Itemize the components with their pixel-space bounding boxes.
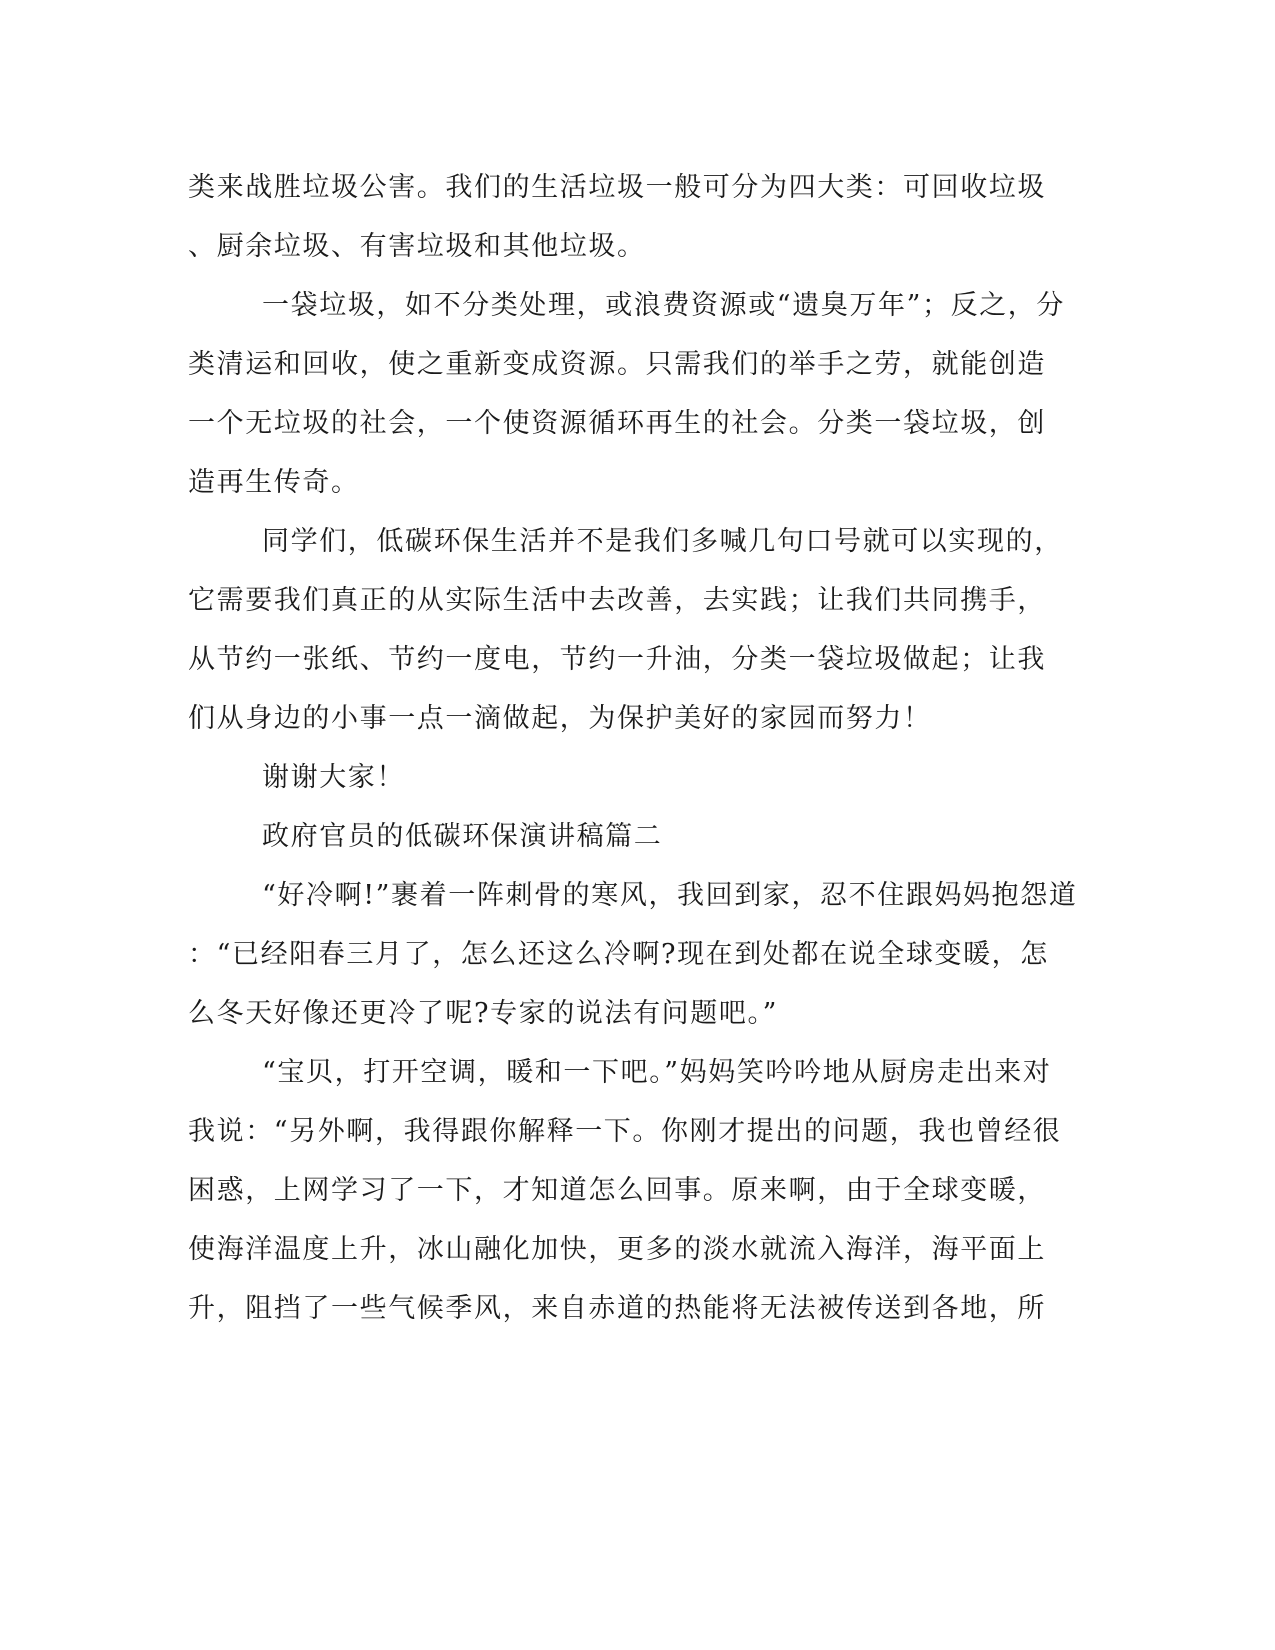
text-line-8: 它需要我们真正的从实际生活中去改善，去实践；让我们共同携手， xyxy=(188,585,1046,616)
section-title: 政府官员的低碳环保演讲稿篇二 xyxy=(262,821,663,852)
text-line-10: 们从身边的小事一点一滴做起，为保护美好的家园而努力！ xyxy=(188,703,932,734)
text-line-11: 谢谢大家！ xyxy=(262,762,405,793)
text-line-20: 升，阻挡了一些气候季风，来自赤道的热能将无法被传送到各地，所 xyxy=(188,1293,1046,1324)
text-line-4: 类清运和回收，使之重新变成资源。只需我们的举手之劳，就能创造 xyxy=(188,349,1046,380)
text-line-6: 造再生传奇。 xyxy=(188,467,360,498)
text-line-5: 一个无垃圾的社会，一个使资源循环再生的社会。分类一袋垃圾，创 xyxy=(188,408,1046,439)
text-line-9: 从节约一张纸、节约一度电，节约一升油，分类一袋垃圾做起；让我 xyxy=(188,644,1046,675)
text-line-2: 、厨余垃圾、有害垃圾和其他垃圾。 xyxy=(188,231,646,262)
text-line-19: 使海洋温度上升，冰山融化加快，更多的淡水就流入海洋，海平面上 xyxy=(188,1234,1046,1265)
text-line-18: 困惑，上网学习了一下，才知道怎么回事。原来啊，由于全球变暖， xyxy=(188,1175,1046,1206)
text-line-13: “好冷啊!”裹着一阵刺骨的寒风，我回到家，忍不住跟妈妈抱怨道 xyxy=(262,880,1078,911)
text-line-1: 类来战胜垃圾公害。我们的生活垃圾一般可分为四大类：可回收垃圾 xyxy=(188,172,1046,203)
text-line-16: “宝贝，打开空调，暖和一下吧。”妈妈笑吟吟地从厨房走出来对 xyxy=(262,1057,1052,1088)
text-line-3: 一袋垃圾，如不分类处理，或浪费资源或“遗臭万年”；反之，分 xyxy=(262,290,1066,321)
text-line-14: ：“已经阳春三月了，怎么还这么冷啊?现在到处都在说全球变暖，怎 xyxy=(188,939,1049,970)
text-line-7: 同学们，低碳环保生活并不是我们多喊几句口号就可以实现的， xyxy=(262,526,1063,557)
text-line-17: 我说：“另外啊，我得跟你解释一下。你刚才提出的问题，我也曾经很 xyxy=(188,1116,1062,1147)
text-line-15: 么冬天好像还更冷了呢?专家的说法有问题吧。” xyxy=(188,998,778,1029)
